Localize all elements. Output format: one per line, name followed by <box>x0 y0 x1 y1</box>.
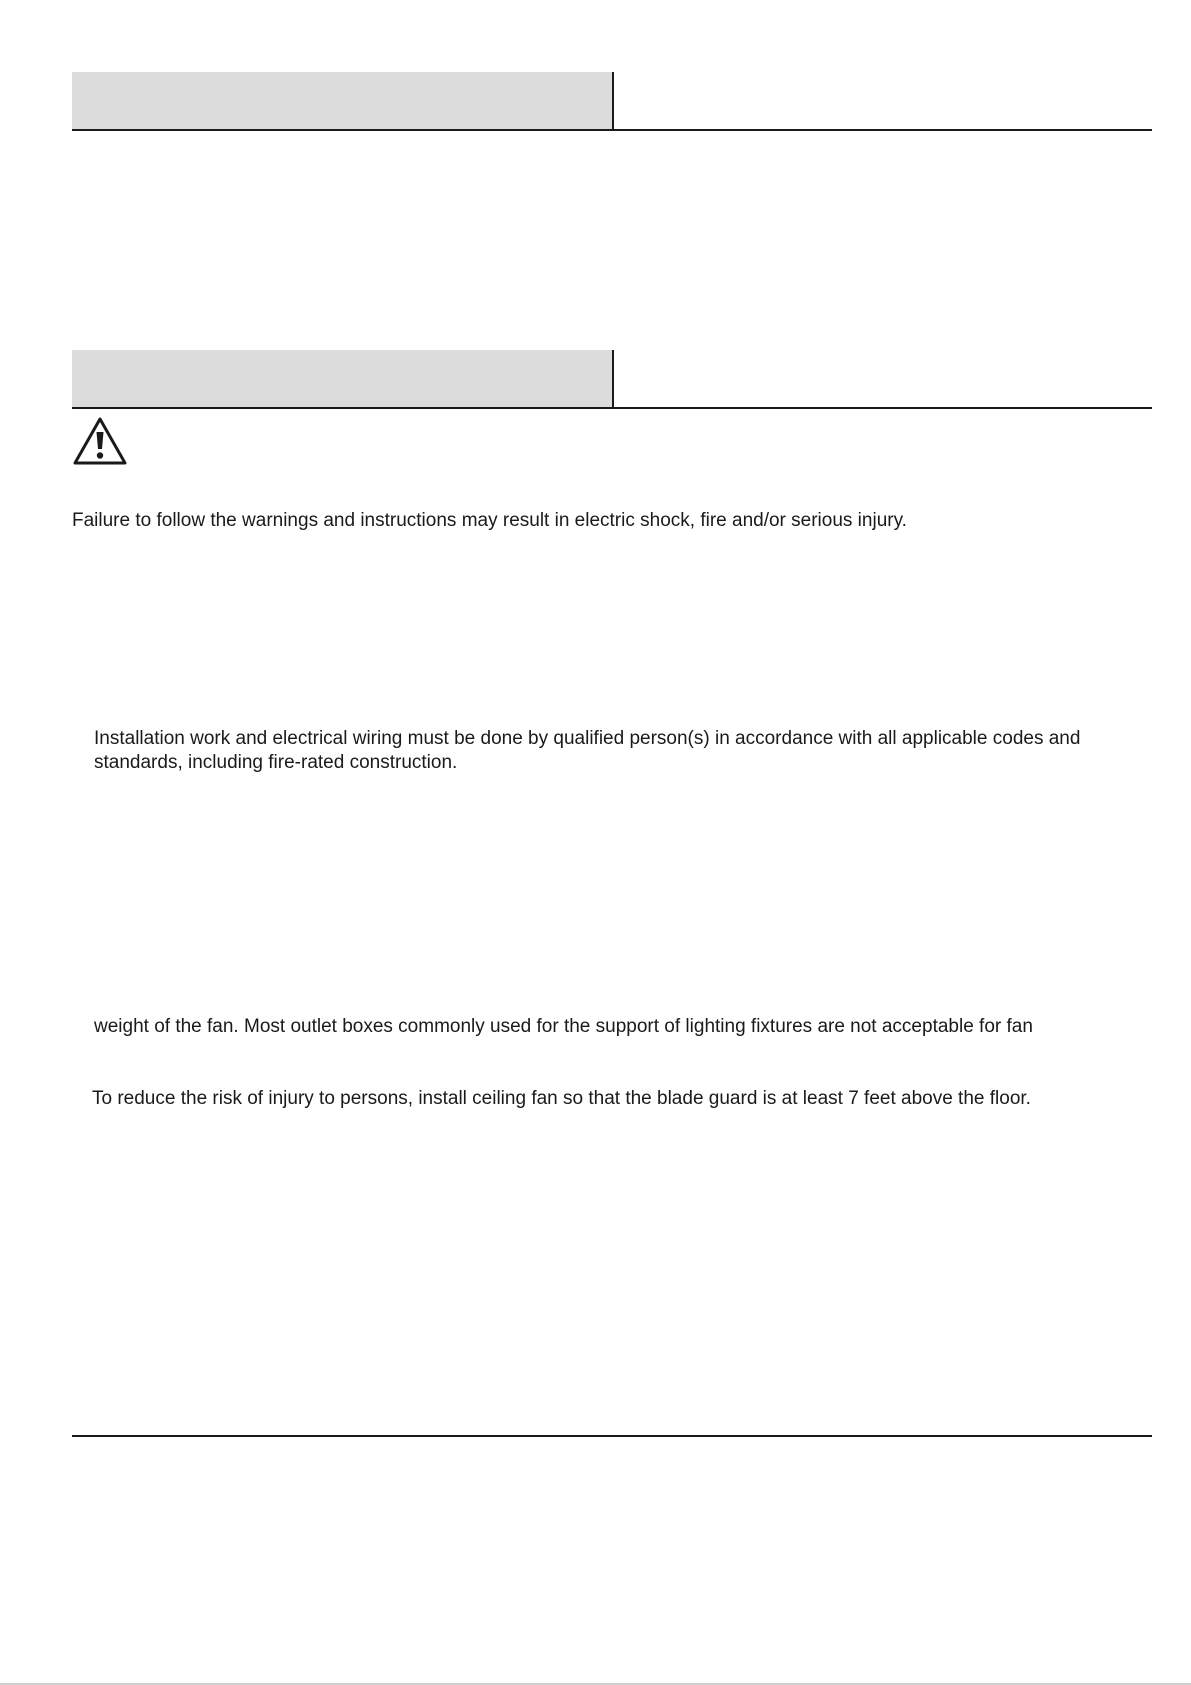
section-header-shade <box>72 350 614 407</box>
installation-instruction-line: standards, including fire-rated construction. <box>94 752 458 773</box>
section-header-safety <box>72 350 1152 409</box>
warning-triangle-icon <box>72 416 128 466</box>
blade-guard-height-text: To reduce the risk of injury to persons, install ceiling fan so that the blade guard is at least 7 feet above the floor. <box>92 1088 1031 1109</box>
footer-divider <box>72 1435 1152 1437</box>
outlet-box-weight-text: weight of the fan. Most outlet boxes commonly used for the support of lighting fixtures are not acceptable for fan <box>94 1016 1033 1037</box>
section-header-top <box>72 72 1152 131</box>
installation-instruction-line: Installation work and electrical wiring must be done by qualified person(s) in accordance with all applicable codes and <box>94 728 1081 749</box>
section-header-shade <box>72 72 614 129</box>
failure-warning-text: Failure to follow the warnings and instructions may result in electric shock, fire and/or serious injury. <box>72 510 907 531</box>
